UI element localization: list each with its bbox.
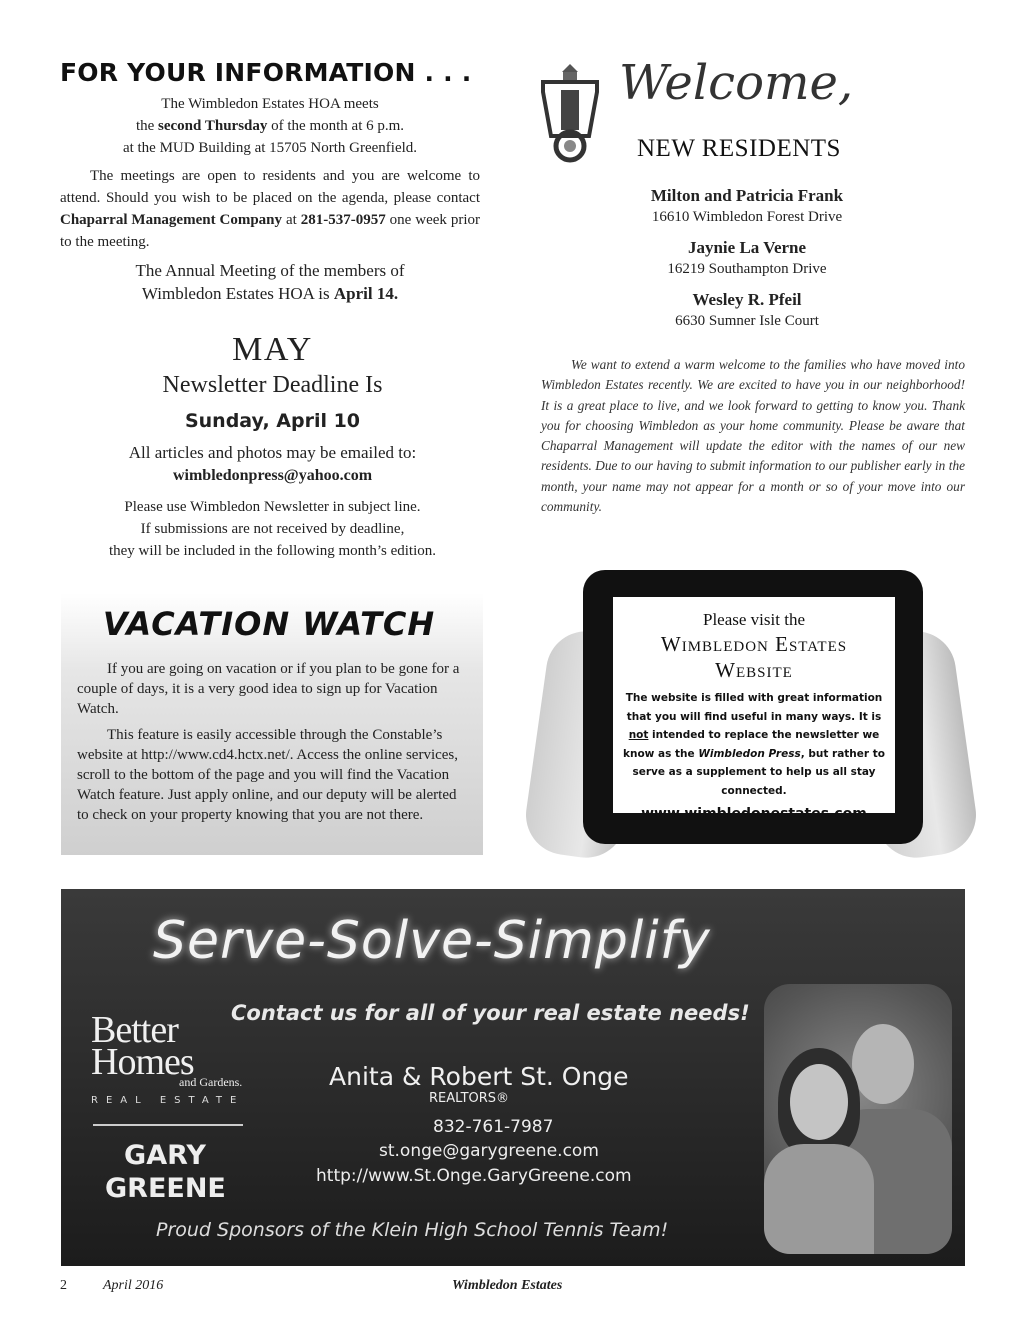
welcome-title: Welcome, <box>619 55 854 111</box>
realtor-email[interactable]: st.onge@garygreene.com <box>379 1141 599 1161</box>
deadline-date: Sunday, April 10 <box>184 410 361 432</box>
new-residents-heading: NEW RESIDENTS <box>637 135 841 162</box>
ad-slogan: Serve-Solve-Simplify <box>153 911 711 971</box>
para-text: one week prior to the meeting. <box>60 212 480 250</box>
logo-subtext: and Gardens. <box>179 1075 243 1089</box>
deadline-note <box>60 496 485 562</box>
visit-text: Please visit the <box>703 610 805 629</box>
deadline-note-line: If submissions are not received by deadline, <box>140 521 405 537</box>
annual-line: The Annual Meeting of the members of <box>135 261 405 280</box>
door-knocker-icon <box>537 60 603 170</box>
info-text: intended to replace the newsletter we know as the <box>623 729 880 760</box>
newsletter-name: Wimbledon Press <box>698 747 801 760</box>
vacation-paragraph: This feature is easily accessible through the Constable’s website at http://www.cd4.hctx.net/. Access the online services, scroll to the bottom of the page and you will find the Vacation Watch feature. Just apply online, and our deputy will be alerted to check on your property knowing that you are not there. <box>77 727 459 823</box>
logo-text: Homes <box>91 1041 194 1083</box>
photo-figure <box>764 1144 874 1254</box>
site-name: Website <box>715 658 793 682</box>
meeting-text: of the month at 6 p.m. <box>267 118 405 134</box>
website-promo <box>528 567 975 857</box>
resident-name: Jaynie La Verne <box>687 238 807 257</box>
deadline-title: Newsletter Deadline Is <box>162 372 383 398</box>
meeting-info <box>60 93 480 159</box>
logo-text: GREENE <box>105 1173 226 1204</box>
logo-text: GARY <box>124 1140 206 1171</box>
resident-address: 16610 Wimbledon Forest Drive <box>651 209 843 225</box>
resident-name: Wesley R. Pfeil <box>692 290 802 309</box>
issue-date: April 2016 <box>103 1278 164 1293</box>
deadline-note-line: they will be included in the following month’s edition. <box>108 543 437 559</box>
fyi-heading: FOR YOUR INFORMATION . . . <box>60 58 472 87</box>
site-name: Wimbledon Estates <box>660 632 848 656</box>
annual-meeting <box>60 259 480 305</box>
realtors-label: REALTORS® <box>429 1091 510 1106</box>
meeting-line <box>60 115 480 137</box>
deadline-email-intro: All articles and photos may be emailed to: <box>128 443 417 462</box>
annual-date: April 14. <box>333 284 399 303</box>
photo-figure <box>852 1024 914 1104</box>
meeting-open-paragraph <box>60 165 480 253</box>
resident-address: 16219 Southampton Drive <box>667 261 827 277</box>
realtor-advertisement <box>61 889 965 1266</box>
realtors-photo <box>764 984 952 1254</box>
logo-text: Better <box>91 1009 178 1051</box>
info-text: , but rather to serve as a supplement to help us all stay connected. <box>632 747 885 797</box>
info-text: The website is filled with great information that you will find useful in many ways. It is <box>625 692 883 723</box>
deadline-email[interactable]: wimbledonpress@yahoo.com <box>172 467 373 484</box>
page-number: 2 <box>60 1278 67 1293</box>
annual-line <box>60 282 480 305</box>
deadline-section <box>60 330 485 562</box>
meeting-text: the <box>135 118 159 134</box>
publication-name: Wimbledon Estates <box>452 1278 563 1293</box>
meeting-day: second Thursday <box>158 118 268 134</box>
management-phone: 281-537-0957 <box>300 212 386 228</box>
resident-address: 6630 Sumner Isle Court <box>675 313 819 329</box>
better-homes-logo <box>91 1009 194 1083</box>
vacation-paragraph: If you are going on vacation or if you plan to be gone for a couple of days, it is a very good idea to sign up for Vacation Watch. <box>77 661 460 717</box>
vacation-watch-title: VACATION WATCH <box>102 605 436 643</box>
para-text: at <box>282 212 301 228</box>
management-company: Chaparral Management Company <box>60 212 283 228</box>
deadline-month: MAY <box>232 331 313 368</box>
realtor-website[interactable]: http://www.St.Onge.GaryGreene.com <box>316 1166 632 1186</box>
meeting-line: The Wimbledon Estates HOA meets <box>161 96 379 112</box>
tablet-screen <box>613 597 895 822</box>
ad-contact-line: Contact us for all of your real estate needs! <box>231 1001 750 1025</box>
deadline-note-line: Please use Wimbledon Newsletter in subject line. <box>124 499 421 515</box>
annual-text: Wimbledon Estates HOA is <box>141 284 334 303</box>
resident-name: Milton and Patricia Frank <box>650 186 844 205</box>
realtor-phone: 832-761-7987 <box>433 1117 554 1137</box>
welcome-message: We want to extend a warm welcome to the families who have moved into Wimbledon Estates recently. We are excited to have you in our neighborhood! It is a great place to live, and we look forward to getting to know you. Thank you for choosing Wimbledon as your home community. Please be aware that Chaparral Management will update the editor with the names of our new residents. Due to our having to submit information to our publisher early in the month, your name may not appear for a month or so of your move into our community. <box>541 357 965 515</box>
logo-divider <box>93 1124 243 1126</box>
gary-greene-logo <box>105 1139 225 1205</box>
fyi-section <box>60 58 480 305</box>
website-info <box>613 689 895 800</box>
website-url[interactable]: www.wimbledonestates.com <box>641 806 867 822</box>
meeting-line: at the MUD Building at 15705 North Greenfield. <box>122 140 418 156</box>
ad-sponsor-line: Proud Sponsors of the Klein High School Tennis Team! <box>156 1219 669 1241</box>
realtor-names: Anita & Robert St. Onge <box>329 1062 629 1091</box>
tablet-image <box>583 570 923 844</box>
residents-list <box>527 185 967 331</box>
real-estate-label: REAL ESTATE <box>91 1095 245 1106</box>
vacation-watch-section <box>61 593 483 855</box>
info-emphasis: not <box>628 729 649 741</box>
photo-figure <box>790 1064 848 1140</box>
para-text: The meetings are open to residents and you are welcome to attend. Should you wish to be placed on the agenda, please contact <box>60 168 480 206</box>
